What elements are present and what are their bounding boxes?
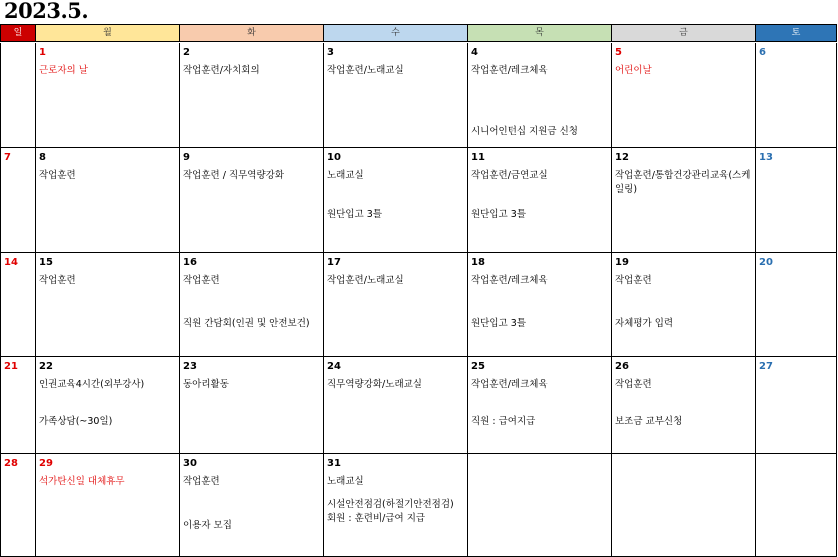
event-primary: 석가탄신일 대체휴무	[39, 476, 125, 487]
day-cell[interactable]	[612, 43, 756, 148]
day-cell[interactable]	[324, 43, 468, 148]
day-cell[interactable]	[756, 454, 837, 557]
event-primary: 작업훈련	[39, 170, 76, 181]
day-number: 19	[615, 257, 629, 268]
event-primary: 작업훈련	[39, 275, 76, 286]
day-number: 14	[4, 257, 18, 268]
day-cell[interactable]	[756, 148, 837, 253]
event-primary: 동아리활동	[183, 379, 229, 390]
day-cell[interactable]	[324, 357, 468, 454]
event-primary: 작업훈련/레크체육	[471, 275, 548, 286]
day-cell[interactable]	[468, 148, 612, 253]
weekday-header-3: 수	[324, 24, 468, 42]
day-cell[interactable]	[36, 357, 180, 454]
day-cell[interactable]	[180, 454, 324, 557]
day-cell[interactable]	[612, 357, 756, 454]
day-cell[interactable]	[468, 253, 612, 357]
event-primary: 작업훈련/통합건강관리교육(스케일링)	[615, 170, 751, 195]
event-secondary: 직원 간담회(인권 및 안전보건)	[183, 318, 310, 329]
event-primary: 작업훈련/노래교실	[327, 65, 404, 76]
event-primary: 작업훈련/레크체육	[471, 65, 548, 76]
event-primary: 작업훈련/레크체육	[471, 379, 548, 390]
day-number: 2	[183, 47, 190, 58]
event-secondary: 보조금 교부신청	[615, 416, 683, 427]
day-number: 6	[759, 47, 766, 58]
event-primary: 작업훈련/노래교실	[327, 275, 404, 286]
day-number: 24	[327, 361, 341, 372]
day-number: 28	[4, 458, 18, 469]
day-cell[interactable]	[612, 253, 756, 357]
day-cell[interactable]	[180, 43, 324, 148]
day-number: 5	[615, 47, 622, 58]
day-cell[interactable]	[36, 253, 180, 357]
event-primary: 작업훈련/자치회의	[183, 65, 260, 76]
event-secondary: 시설안전점검(하절기안전점검) 회원 : 훈련비/급여 지급	[327, 499, 454, 524]
event-secondary: 원단입고 3틀	[327, 209, 382, 220]
event-primary: 작업훈련	[615, 275, 652, 286]
event-primary: 직무역량강화/노래교실	[327, 379, 422, 390]
day-cell[interactable]	[0, 253, 36, 357]
weekday-header-1: 월	[36, 24, 180, 42]
day-cell[interactable]	[180, 357, 324, 454]
day-number: 27	[759, 361, 773, 372]
day-cell[interactable]	[0, 357, 36, 454]
day-cell[interactable]	[324, 454, 468, 557]
weekday-header-5: 금	[612, 24, 756, 42]
event-primary: 인권교육4시간(외부강사)	[39, 379, 145, 390]
weekday-header-0: 일	[0, 24, 36, 42]
event-primary: 근로자의 날	[39, 65, 88, 76]
day-number: 31	[327, 458, 341, 469]
event-primary: 작업훈련 / 직무역량강화	[183, 170, 285, 181]
day-number: 13	[759, 152, 773, 163]
day-number: 26	[615, 361, 629, 372]
day-number: 22	[39, 361, 53, 372]
event-primary: 작업훈련	[183, 476, 220, 487]
day-number: 1	[39, 47, 46, 58]
day-number: 10	[327, 152, 341, 163]
event-secondary: 직원 : 급여지급	[471, 416, 536, 427]
event-primary: 작업훈련	[615, 379, 652, 390]
day-cell[interactable]	[468, 454, 612, 557]
day-number: 12	[615, 152, 629, 163]
day-cell[interactable]	[756, 43, 837, 148]
day-number: 30	[183, 458, 197, 469]
day-cell[interactable]	[756, 253, 837, 357]
day-cell[interactable]	[756, 357, 837, 454]
event-primary: 작업훈련	[183, 275, 220, 286]
day-cell[interactable]	[612, 454, 756, 557]
day-number: 20	[759, 257, 773, 268]
day-cell[interactable]	[468, 43, 612, 148]
day-number: 11	[471, 152, 485, 163]
day-number: 9	[183, 152, 190, 163]
day-number: 8	[39, 152, 46, 163]
day-number: 15	[39, 257, 53, 268]
event-secondary: 시니어인턴십 지원금 신청	[471, 126, 578, 137]
weekday-header-6: 토	[756, 24, 837, 42]
day-number: 16	[183, 257, 197, 268]
day-number: 29	[39, 458, 53, 469]
event-secondary: 원단입고 3틀	[471, 318, 526, 329]
weekday-header-2: 화	[180, 24, 324, 42]
weekday-header-4: 목	[468, 24, 612, 42]
event-primary: 작업훈련/금연교실	[471, 170, 548, 181]
day-number: 18	[471, 257, 485, 268]
day-cell[interactable]	[180, 253, 324, 357]
day-cell[interactable]	[0, 454, 36, 557]
day-cell[interactable]	[612, 148, 756, 253]
day-cell[interactable]	[468, 357, 612, 454]
day-number: 17	[327, 257, 341, 268]
day-cell[interactable]	[36, 148, 180, 253]
day-cell[interactable]	[36, 454, 180, 557]
page-title: 2023.5.	[4, 0, 89, 23]
event-secondary: 가족상담(~30일)	[39, 416, 113, 427]
day-cell[interactable]	[0, 148, 36, 253]
day-cell[interactable]	[324, 253, 468, 357]
day-cell[interactable]	[0, 43, 36, 148]
event-primary: 노래교실	[327, 476, 364, 487]
event-secondary: 원단입고 3틀	[471, 209, 526, 220]
day-number: 25	[471, 361, 485, 372]
day-number: 3	[327, 47, 334, 58]
event-secondary: 자체평가 입력	[615, 318, 674, 329]
day-number: 23	[183, 361, 197, 372]
event-primary: 노래교실	[327, 170, 364, 181]
day-cell[interactable]	[324, 148, 468, 253]
day-cell[interactable]	[180, 148, 324, 253]
day-number: 4	[471, 47, 478, 58]
day-number: 7	[4, 152, 11, 163]
day-number: 21	[4, 361, 18, 372]
day-cell[interactable]	[36, 43, 180, 148]
event-secondary: 이용자 모집	[183, 520, 232, 531]
event-primary: 어린이날	[615, 65, 652, 76]
